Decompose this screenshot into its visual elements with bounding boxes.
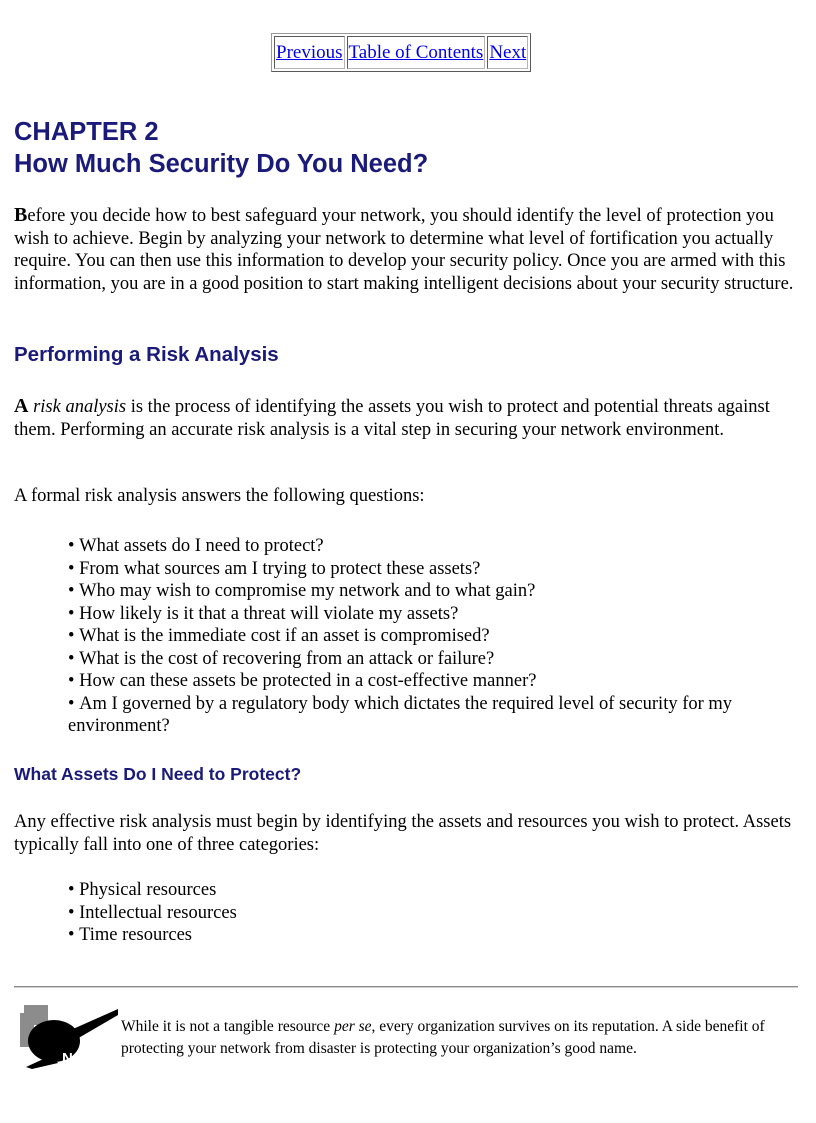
list-item: • Am I governed by a regulatory body which dictates the required level of security for my environment? <box>68 693 788 738</box>
chapter-heading <box>14 116 428 180</box>
next-link[interactable]: Next <box>489 42 527 63</box>
horizontal-divider <box>14 986 798 988</box>
risk-dropcap: A <box>14 395 29 417</box>
chapter-navigation <box>271 33 531 72</box>
questions-list <box>68 535 788 738</box>
previous-link[interactable]: Previous <box>276 42 343 63</box>
risk-analysis-heading: Performing a Risk Analysis <box>14 343 279 366</box>
note-icon <box>18 1003 118 1069</box>
list-item: • What is the cost of recovering from an attack or failure? <box>68 648 788 671</box>
note-text <box>121 1016 801 1060</box>
list-item: • Time resources <box>68 924 788 947</box>
intro-dropcap: B <box>14 204 28 226</box>
note-text-before: While it is not a tangible resource <box>121 1018 335 1035</box>
list-item: • How likely is it that a threat will violate my assets? <box>68 603 788 626</box>
chapter-title: How Much Security Do You Need? <box>14 150 429 178</box>
list-item: • What assets do I need to protect? <box>68 535 788 558</box>
nav-cell-toc <box>347 36 486 69</box>
chapter-label: CHAPTER 2 <box>14 118 159 146</box>
categories-list <box>68 879 788 947</box>
list-item: • Who may wish to compromise my network and to what gain? <box>68 580 788 603</box>
nav-cell-next <box>487 36 528 69</box>
table-of-contents-link[interactable]: Table of Contents <box>348 42 484 63</box>
risk-analysis-term: risk analysis <box>33 397 127 417</box>
intro-text: efore you decide how to best safeguard your network, you should identify the level of protection you wish to achieve. Begin by analyzing your network to determine what level of fortification you actually require. You can then use this information to develop your security policy. Once you are armed with this information, you are in a good position to start making intelligent decisions about your security structure. <box>14 206 794 294</box>
list-item: • From what sources am I trying to protect these assets? <box>68 558 788 581</box>
intro-paragraph <box>14 204 804 295</box>
assets-heading: What Assets Do I Need to Protect? <box>14 764 302 784</box>
note-text-emphasis: per se <box>334 1018 372 1035</box>
list-item: • Intellectual resources <box>68 902 788 925</box>
list-item: • Physical resources <box>68 879 788 902</box>
note-text-after: , every organization survives on its reputation. A side benefit of protecting your network from disaster is protecting your organization’s good name. <box>121 1018 765 1057</box>
risk-analysis-text: is the process of identifying the assets you wish to protect and potential threats against them. Performing an accurate risk analysis is a vital step in securing your network environment. <box>14 397 770 440</box>
list-item: • What is the immediate cost if an asset is compromised? <box>68 625 788 648</box>
list-item: • How can these assets be protected in a cost-effective manner? <box>68 670 788 693</box>
note-icon-label: NOTE <box>62 1050 104 1067</box>
risk-analysis-paragraph <box>14 395 804 441</box>
assets-paragraph: Any effective risk analysis must begin by identifying the assets and resources you wish to protect. Assets typically fall into one of three categories: <box>14 812 792 855</box>
questions-intro: A formal risk analysis answers the following questions: <box>14 486 425 506</box>
nav-cell-previous <box>274 36 345 69</box>
